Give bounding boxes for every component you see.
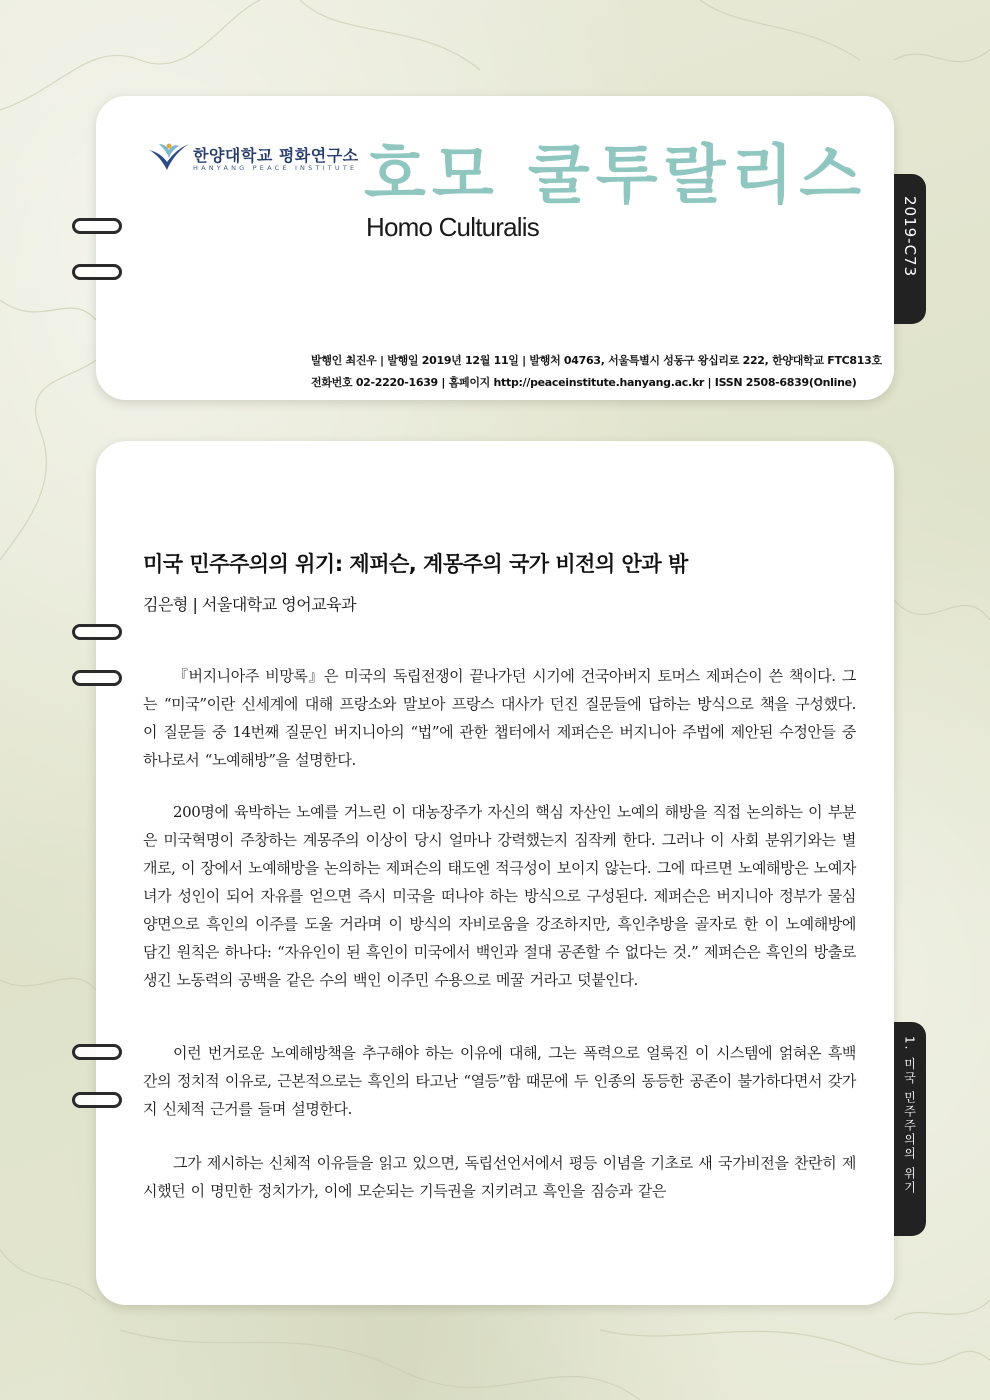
article-paragraph: 『버지니아주 비망록』은 미국의 독립전쟁이 끝나가던 시기에 건국아버지 토머스 제퍼슨이 쓴 책이다. 그는 “미국”이란 신세계에 대해 프랑소와 말보아 프랑스 대사가 던진 질문들에 답하는 방식으로 책을 구성했다. 이 질문들 중 14번째 질문인 버지니아의 “법”에 관한 챕터에서 제퍼슨은 버지니아 주법에 제안된 수정안들 중 하나로서 “노예해방”을 설명한다. bbox=[143, 667, 856, 769]
binder-ring-icon bbox=[72, 624, 122, 640]
article-paragraph: 200명에 육박하는 노예를 거느린 이 대농장주가 자신의 핵심 자산인 노예의 해방을 직접 논의하는 이 부분은 미국혁명이 주창하는 계몽주의 이상이 당시 얼마나 강력했는지 짐작케 한다. 그러나 이 사회 분위기와는 별개로, 이 장에서 노예해방을 논의하는 제퍼슨의 태도엔 적극성이 보이지 않는다. 그에 따르면 노예해방은 노예자녀가 성인이 되어 자유를 얻으면 즉시 미국을 떠나야 하는 방식으로 구성된다. 제퍼슨은 버지니아 정부가 물심양면으로 흑인의 이주를 도울 거라며 이 방식의 자비로움을 강조하지만, 흑인추방을 골자로 한 이 노예해방에 담긴 원칙은 하나다: “자유인이 된 흑인이 미국에서 백인과 절대 공존할 수 없다는 것.” 제퍼슨은 흑인의 방출로 생긴 노동력의 공백을 같은 수의 백인 이주민 수용으로 메꿀 거라고 덧붙인다. bbox=[143, 803, 856, 989]
publication-subtitle: Homo Culturalis bbox=[366, 212, 539, 242]
publication-title: 호모 쿨투랄리스 bbox=[364, 139, 868, 213]
publication-info-line: 발행인 최진우 | 발행일 2019년 12월 11일 | 발행처 04763, 서울특별시 성동구 왕십리로 222, 한양대학교 FTC813호 bbox=[311, 354, 882, 367]
hanyang-peace-institute-logo-icon bbox=[147, 140, 191, 174]
binder-ring-icon bbox=[72, 670, 122, 686]
org-name: 한양대학교 평화연구소 bbox=[193, 146, 359, 165]
article-paragraph: 그가 제시하는 신체적 이유들을 읽고 있으면, 독립선언서에서 평등 이념을 기초로 새 국가비전을 찬란히 제시했던 이 명민한 정치가가, 이에 모순되는 기득권을 지키려고 흑인을 짐승과 같은 bbox=[143, 1154, 856, 1200]
binder-ring-icon bbox=[72, 1044, 122, 1060]
org-name-english: HANYANG PEACE INSTITUTE bbox=[193, 164, 358, 172]
article-title: 미국 민주주의의 위기: 제퍼슨, 계몽주의 국가 비전의 안과 밖 bbox=[143, 552, 688, 576]
issue-number-tab: 2019-C73 bbox=[894, 174, 926, 324]
binder-ring-icon bbox=[72, 264, 122, 280]
contact-info-line: 전화번호 02-2220-1639 | 홈페이지 http://peaceinstitute.hanyang.ac.kr | ISSN 2508-6839(Online) bbox=[311, 376, 857, 389]
article-paragraph: 이런 번거로운 노예해방책을 추구해야 하는 이유에 대해, 그는 폭력으로 얼룩진 이 시스템에 얽혀온 흑백 간의 정치적 이유로, 근본적으로는 흑인의 타고난 “열등”함 때문에 두 인종의 동등한 공존이 불가하다면서 갖가지 신체적 근거를 들며 설명한다. bbox=[143, 1044, 856, 1118]
article-author: 김은형 | 서울대학교 영어교육과 bbox=[143, 595, 357, 614]
binder-ring-icon bbox=[72, 218, 122, 234]
section-tab: 1. 미국 민주주의의 위기 bbox=[894, 1022, 926, 1236]
binder-ring-icon bbox=[72, 1092, 122, 1108]
